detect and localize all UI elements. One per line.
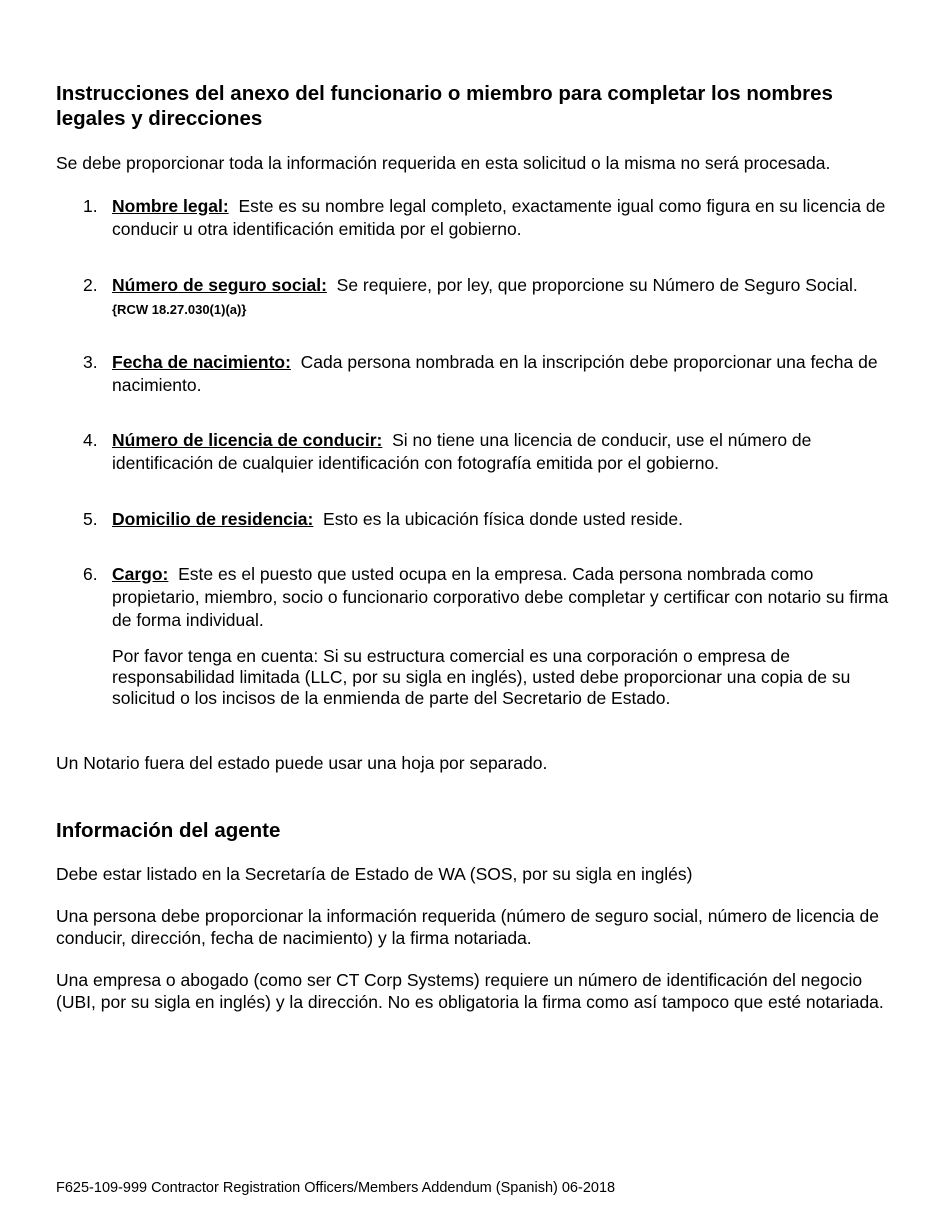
rcw-reference: {RCW 18.27.030(1)(a)} <box>112 302 247 317</box>
item-number: 6. <box>83 564 98 584</box>
item-text: Cada persona nombrada en la inscripción debe proporcionar una fecha de nacimiento. <box>112 352 878 395</box>
agent-paragraph-1: Debe estar listado en la Secretaría de Estado de WA (SOS, por su sigla en inglés) <box>56 864 693 884</box>
item-label: Número de seguro social: <box>112 275 327 295</box>
item-text: Si no tiene una licencia de conducir, use el número de identificación de cualquier identificación con fotografía emitida por el gobierno. <box>112 430 812 473</box>
item-text: Se requiere, por ley, que proporcione su Número de Seguro Social. <box>336 275 858 295</box>
agent-heading: Información del agente <box>56 819 281 842</box>
item-number: 3. <box>83 352 98 372</box>
item-label: Domicilio de residencia: <box>112 509 314 529</box>
item-number: 1. <box>83 196 98 216</box>
item-label: Número de licencia de conducir: <box>112 430 383 450</box>
item-text: Este es su nombre legal completo, exactamente igual como figura en su licencia de conducir u otra identificación emitida por el gobierno. <box>112 196 886 239</box>
notary-text: Un Notario fuera del estado puede usar una hoja por separado. <box>56 753 548 773</box>
item-label: Fecha de nacimiento: <box>112 352 291 372</box>
item-number: 2. <box>83 275 98 295</box>
agent-paragraph-3: Una empresa o abogado (como ser CT Corp Systems) requiere un número de identificación del negocio (UBI, por su sigla en inglés) y la dirección. No es obligatoria la firma como así tampoco que esté notariada. <box>56 970 884 1012</box>
form-footer: F625-109-999 Contractor Registration Officers/Members Addendum (Spanish) 06-2018 <box>56 1180 616 1196</box>
item-number: 4. <box>83 430 98 450</box>
item-label: Nombre legal: <box>112 196 229 216</box>
note-text: Por favor tenga en cuenta: Si su estructura comercial es una corporación o empresa de responsabilidad limitada (LLC, por su sigla en inglés), usted debe proporcionar una copia de su solicitud o los incisos de la enmienda de parte del Secretario de Estado. <box>112 646 851 708</box>
intro-text: Se debe proporcionar toda la información requerida en esta solicitud o la misma no será procesada. <box>56 153 831 173</box>
item-number: 5. <box>83 509 98 529</box>
agent-paragraph-2: Una persona debe proporcionar la información requerida (número de seguro social, número de licencia de conducir, dirección, fecha de nacimiento) y la firma notariada. <box>56 906 879 948</box>
page-title: Instrucciones del anexo del funcionario o miembro para completar los nombres legales y direcciones <box>56 82 833 130</box>
item-text: Esto es la ubicación física donde usted reside. <box>323 509 683 529</box>
item-label: Cargo: <box>112 564 169 584</box>
item-text: Este es el puesto que usted ocupa en la empresa. Cada persona nombrada como propietario, miembro, socio o funcionario corporativo debe completar y certificar con notario su firma de forma individual. <box>112 564 889 630</box>
